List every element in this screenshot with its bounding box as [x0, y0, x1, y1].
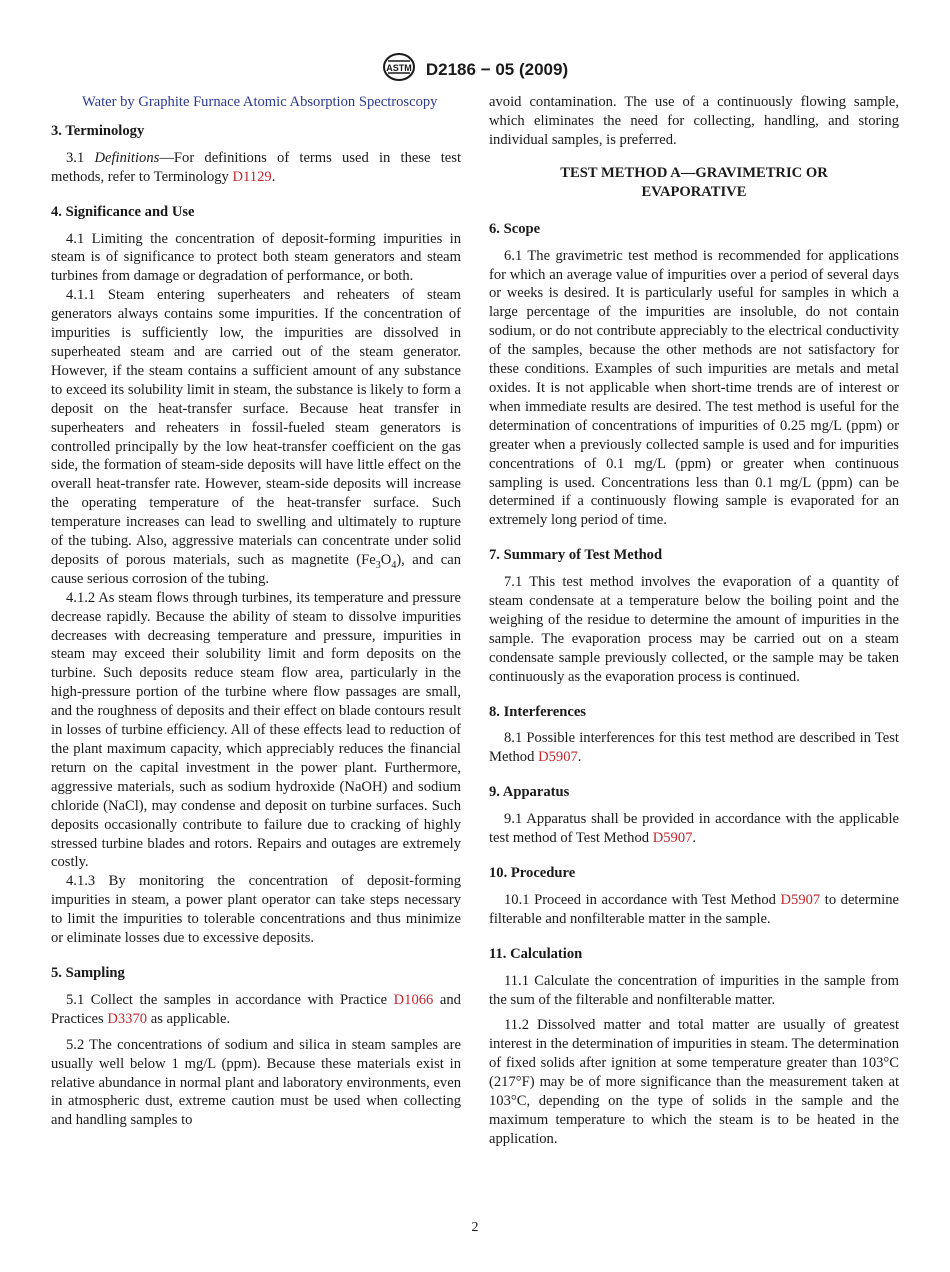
paragraph-4-1-2: 4.1.2 As steam flows through turbines, its temperature and pressure decrease rapidly. Because the ability of steam to dissolve impurities decreases with decreasing temperature and pressure, impurities in steam may exceed their solubility limit and form deposits on the turbine. Such deposits reduce steam flow area, particularly in the high-pressure portion of the turbine where flow passages are small, and the roughness of deposits and their effect on blade contours result in losses of turbine efficiency. All of these effects lead to reduction of the plant maximum capacity, which appreciably reduces the financial return on the capital investment in the power plant. Furthermore, aggressive materials, such as sodium hydroxide (NaOH) and sodium chloride (NaCl), may condense and deposit on turbine surfaces. Such deposits occasionally contribute to failure due to cracking of highly stressed turbine blades and rotors. Repairs and outages are extremely costly. [51, 589, 461, 871]
paragraph-3-1: 3.1 Definitions—For definitions of terms used in these test methods, refer to Terminology D1129. [51, 149, 461, 185]
section-3-title: 3. Terminology [51, 122, 145, 139]
section-10-title: 10. Procedure [489, 865, 576, 881]
svg-text:ASTM: ASTM [386, 63, 412, 73]
page-number: 2 [471, 1220, 479, 1235]
document-id: D2186 − 05 (2009) [425, 59, 569, 79]
ref-d5907-link[interactable]: D5907 [652, 830, 693, 847]
ref-d3370-link[interactable]: D3370 [107, 1010, 148, 1027]
ref-d5907-link[interactable]: D5907 [780, 891, 821, 908]
paragraph-4-1-3: 4.1.3 By monitoring the concentration of deposit-forming impurities in steam, a power plant operator can take steps necessary to limit the impurities to tolerable concentrations and thus minimize or eliminate losses due to excessive deposits. [51, 873, 461, 947]
astm-logo-icon [382, 52, 416, 87]
ref-d1066-link[interactable]: D1066 [393, 991, 434, 1008]
paragraph-4-1: 4.1 Limiting the concentration of deposit-forming impurities in steam is of significance to protect both steam generators and steam turbines from damage or degradation of performance, or both. [51, 230, 461, 285]
paragraph-11-1: 11.1 Calculate the concentration of impurities in the sample from the sum of the filterable and nonfilterable matter. [489, 972, 899, 1008]
paragraph-5-2: 5.2 The concentrations of sodium and silica in steam samples are usually well below 1 mg/L (ppm). Because these materials exist in relative abundance in normal plant and laboratory environments, even in atmospheric dust, extreme caution must be used when collecting and handling samples to [51, 1036, 461, 1129]
page-header [0, 52, 950, 87]
paragraph-11-2: 11.2 Dissolved matter and total matter are usually of greatest interest in the determination of impurities in steam. The determination of fixed solids after ignition at some temperature greater than 103°C (217°F) may be of more significance than the measurement taken at 103°C, depending on the type of solids in the sample and the maximum temperature to which the steam is to be heated in the application. [489, 1017, 899, 1147]
ref-d1129-link[interactable]: D1129 [232, 168, 272, 185]
section-6-title: 6. Scope [489, 220, 541, 237]
section-8-title: 8. Interferences [489, 703, 586, 720]
section-5-title: 5. Sampling [51, 964, 125, 981]
paragraph-9-1: 9.1 Apparatus shall be provided in accordance with the applicable test method of Test Method D5907. [489, 811, 899, 847]
paragraph-5-1: 5.1 Collect the samples in accordance with Practice D1066 and Practices D3370 as applicable. [51, 991, 461, 1027]
paragraph-10-1: 10.1 Proceed in accordance with Test Method D5907 to determine filterable and nonfilterable matter in the sample. [489, 891, 899, 927]
paragraph-7-1: 7.1 This test method involves the evaporation of a quantity of steam condensate at a temperature below the boiling point and the weighing of the residue to determine the amount of impurities in the sample. The evaporation process may be carried out on a steam condensate sample previously collected, or the sample may be taken continuously as the evaporation process is continued. [489, 574, 899, 685]
paragraph-4-1-1: 4.1.1 Steam entering superheaters and reheaters of steam generators always contains some impurities. If the concentration of impurities is sufficiently low, the impurities are dissolved in superheated steam and are carried out of the steam generator. However, if the steam contains a sufficient amount of any substance to exceed its solubility limit in steam, the substance is likely to form a deposit on the heat-transfer surface. Because heat transfer in superheaters and reheaters in fossil-fueled steam generators is controlled principally by the low heat-transfer coefficient on the gas side, the formation of steam-side deposits will have little effect on the overall heat-transfer rate. However, steam-side deposits will increase the operating temperature of the heat-transfer surface. Such temperature increases can lead to swelling and ultimately to rupture of the tubing. Also, aggressive materials can concentrate under solid deposits of porous materials, such as magnetite $(Fe_3O_4)$, and can cause serious corrosion of the tubing. [51, 287, 461, 587]
paragraph-5-2-continuation: avoid contamination. The use of a continuously flowing sample, which eliminates the need for collecting, handling, and storing individual samples, is preferred. [489, 94, 899, 148]
section-7-title: 7. Summary of Test Method [489, 547, 663, 564]
paragraph-6-1: 6.1 The gravimetric test method is recommended for applications for which an average value of impurities over a period of several days or weeks is desired. It is particularly useful for samples in which a large percentage of the impurities are insoluble, do not contain sodium, or do not contribute appreciably to the electrical conductivity of the samples, because the other methods are not satisfactory for these conditions. Examples of such impurities are metals and metal oxides. It is not applicable when short-time trends are of interest or when immediate results are desired. The test method is useful for the determination of concentrations of impurities of 0.25 mg/L (ppm) or greater when a previously collected sample is used and for impurities concentrations of 0.1 mg/L (ppm) or greater when continuous sampling is used. Concentrations less than 0.1 mg/L (ppm) can be determined if a continuously flowing sample is evaporated for an extremely long period of time. [489, 247, 899, 529]
section-9-title: 9. Apparatus [489, 784, 570, 801]
section-11-title: 11. Calculation [489, 945, 583, 962]
section-4-title: 4. Significance and Use [51, 203, 195, 220]
ref-d5907-link[interactable]: D5907 [538, 749, 578, 766]
left-column [51, 93, 461, 1137]
paragraph-8-1: 8.1 Possible interferences for this test method are described in Test Method D5907. [489, 730, 899, 766]
right-column [489, 93, 899, 1156]
reference-continuation[interactable]: Water by Graphite Furnace Atomic Absorption Spectroscopy [82, 94, 438, 110]
test-method-a-heading: TEST METHOD A—GRAVIMETRIC OR EVAPORATIVE [560, 164, 828, 200]
